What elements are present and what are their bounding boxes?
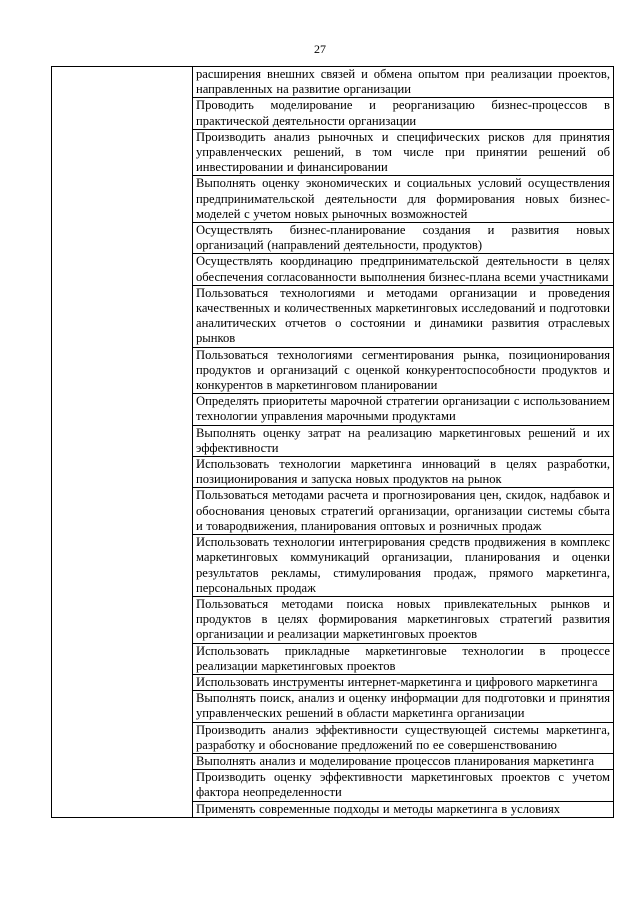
skill-text: Использовать технологии маркетинга инноваций в целях разработки, позиционирования и запуска новых продуктов на рынок [196, 457, 610, 487]
skill-cell [193, 394, 614, 425]
skill-cell [193, 67, 614, 98]
skill-cell [193, 425, 614, 456]
skill-cell [193, 457, 614, 488]
skill-cell [193, 129, 614, 176]
page-number: 27 [314, 42, 326, 56]
skill-cell [193, 285, 614, 347]
skill-cell [193, 722, 614, 753]
skill-text: Производить оценку эффективности маркетинговых проектов с учетом фактора неопределенности [196, 770, 610, 800]
skill-text: Применять современные подходы и методы маркетинга в условиях [196, 801, 561, 816]
skill-cell [193, 674, 614, 690]
skill-cell [193, 254, 614, 285]
skill-cell [193, 223, 614, 254]
skill-cell [193, 691, 614, 722]
skill-cell [193, 596, 614, 643]
skill-text: Использовать инструменты интернет-маркетинга и цифрового маркетинга [196, 674, 598, 689]
skill-cell [193, 488, 614, 535]
skill-text: Пользоваться методами расчета и прогнозирования цен, скидок, надбавок и обоснования ценовых стратегий организации, организации системы сбыта и товародвижения, планирования оптовых и розничных продаж [196, 488, 610, 533]
skill-text: Определять приоритеты марочной стратегии организации с использованием технологии управления марочными продуктами [196, 394, 610, 424]
skills-table-body [52, 67, 614, 818]
skills-table [51, 66, 614, 818]
left-column-cell [52, 67, 193, 818]
skill-text: Пользоваться методами поиска новых привлекательных рынков и продуктов в целях формирования маркетинговых стратегий развития организации и реализации маркетинговых проектов [196, 596, 610, 642]
skill-cell [193, 801, 614, 817]
skill-text: Осуществлять бизнес-планирование создания и развития новых организаций (направлений деятельности, продуктов) [196, 223, 610, 253]
skill-text: Производить анализ рыночных и специфических рисков для принятия управленческих решений, в том числе при принятии решений об инвестировании и финансировании [196, 129, 610, 175]
skill-cell [193, 753, 614, 769]
skill-text: Выполнять поиск, анализ и оценку информации для подготовки и принятия управленческих решений в области маркетинга организации [196, 691, 610, 721]
skill-text: Выполнять оценку затрат на реализацию маркетинговых решений и их эффективности [196, 425, 610, 455]
skill-text: Производить анализ эффективности существующей системы маркетинга, разработку и обоснование предложений по ее совершенствованию [196, 722, 610, 752]
skill-text: Пользоваться технологиями и методами организации и проведения качественных и количественных маркетинговых исследований и подготовки аналитических отчетов о состоянии и динамики развития отраслевых рынков [196, 285, 610, 346]
skill-cell [193, 535, 614, 597]
skill-text: Использовать прикладные маркетинговые технологии в процессе реализации маркетинговых проектов [196, 643, 610, 673]
skill-text: Использовать технологии интегрирования средств продвижения в комплекс маркетинговых коммуникаций организации, планирования и оценки результатов рекламы, стимулирования продаж, прямого маркетинга, персональных продаж [196, 535, 610, 595]
skill-cell [193, 98, 614, 129]
skill-text: расширения внешних связей и обмена опытом при реализации проектов, направленных на развитие организации [196, 67, 610, 97]
skill-text: Выполнять оценку экономических и социальных условий осуществления предпринимательской деятельности для формирования новых бизнес-моделей с учетом новых рыночных возможностей [196, 176, 610, 221]
skill-cell [193, 176, 614, 223]
skill-text: Выполнять анализ и моделирование процессов планирования маркетинга [196, 753, 595, 768]
skill-cell [193, 643, 614, 674]
table-row [52, 67, 614, 98]
skill-text: Пользоваться технологиями сегментирования рынка, позиционирования продуктов и организаций с оценкой конкурентоспособности продуктов и конкурентов в маркетинговом планировании [196, 347, 610, 393]
skill-text: Осуществлять координацию предпринимательской деятельности в целях обеспечения согласованности выполнения бизнес-плана всеми участниками [196, 254, 610, 284]
skill-text: Проводить моделирование и реорганизацию бизнес-процессов в практической деятельности организации [196, 98, 610, 128]
skill-cell [193, 770, 614, 801]
skill-cell [193, 347, 614, 394]
